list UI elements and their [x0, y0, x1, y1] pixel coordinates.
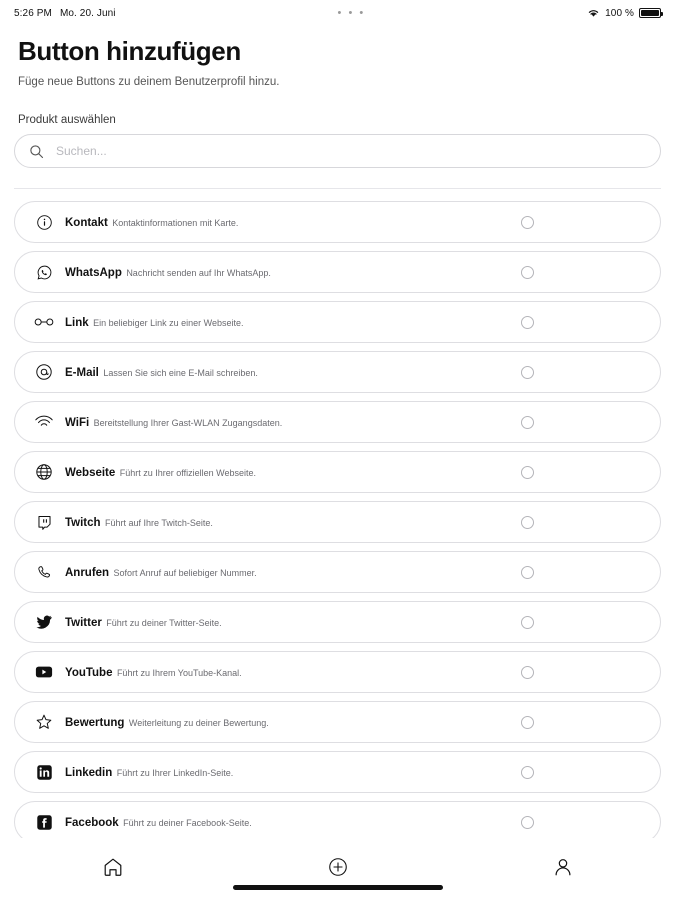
twitch-icon — [31, 514, 57, 531]
list-item[interactable] — [14, 501, 661, 543]
bottom-tab-bar — [0, 838, 675, 900]
list-item-name: Twitch — [65, 517, 101, 529]
list-item-name: Webseite — [65, 467, 116, 479]
list-item[interactable] — [14, 351, 661, 393]
list-item[interactable] — [14, 301, 661, 343]
list-item[interactable] — [14, 701, 661, 743]
youtube-icon — [31, 665, 57, 679]
list-item-desc: Führt zu deiner Facebook-Seite. — [123, 818, 252, 828]
battery-icon — [639, 8, 661, 18]
list-item[interactable] — [14, 751, 661, 793]
list-item-name: Facebook — [65, 817, 119, 829]
star-icon — [31, 713, 57, 731]
person-icon — [552, 856, 574, 878]
select-radio[interactable] — [521, 266, 534, 279]
list-item-desc: Kontaktinformationen mit Karte. — [112, 218, 239, 228]
page-subtitle: Füge neue Buttons zu deinem Benutzerprofil hinzu. — [18, 76, 280, 88]
list-item-desc: Führt zu deiner Twitter-Seite. — [106, 618, 222, 628]
whatsapp-icon — [31, 264, 57, 281]
page-header — [0, 26, 675, 88]
list-item-name: Twitter — [65, 617, 102, 629]
select-radio[interactable] — [521, 766, 534, 779]
home-indicator — [233, 885, 443, 890]
select-radio[interactable] — [521, 666, 534, 679]
list-item-name: Link — [65, 317, 89, 329]
list-item-desc: Nachricht senden auf Ihr WhatsApp. — [126, 268, 271, 278]
search-section — [0, 134, 675, 168]
section-divider — [14, 188, 661, 189]
phone-icon — [31, 564, 57, 581]
contact-info-icon — [31, 214, 57, 231]
status-bar — [0, 0, 675, 26]
select-radio[interactable] — [521, 216, 534, 229]
list-item-desc: Lassen Sie sich eine E-Mail schreiben. — [103, 368, 258, 378]
list-item-name: Linkedin — [65, 767, 113, 779]
list-item[interactable] — [14, 251, 661, 293]
battery-percent-label: 100 % — [605, 7, 634, 19]
list-item-name: WhatsApp — [65, 267, 122, 279]
list-item-name: YouTube — [65, 667, 113, 679]
plus-circle-icon — [327, 856, 349, 878]
tab-home[interactable] — [83, 856, 143, 878]
product-select-label: Produkt auswählen — [18, 114, 116, 126]
tab-profile[interactable] — [533, 856, 593, 878]
twitter-icon — [31, 614, 57, 630]
select-radio[interactable] — [521, 366, 534, 379]
list-item-name: Anrufen — [65, 567, 110, 579]
select-radio[interactable] — [521, 616, 534, 629]
list-item-name: WiFi — [65, 417, 90, 429]
product-list — [0, 201, 675, 838]
list-item-name: E-Mail — [65, 367, 99, 379]
search-box[interactable] — [14, 134, 661, 168]
select-radio[interactable] — [521, 566, 534, 579]
list-item[interactable] — [14, 401, 661, 443]
list-item-name: Bewertung — [65, 717, 125, 729]
list-item-desc: Bereitstellung Ihrer Gast-WLAN Zugangsdaten. — [93, 418, 283, 428]
email-icon — [31, 363, 57, 381]
select-radio[interactable] — [521, 816, 534, 829]
list-item[interactable] — [14, 551, 661, 593]
status-center-dots: • • • — [337, 7, 366, 19]
select-radio[interactable] — [521, 466, 534, 479]
status-date: Mo. 20. Juni — [59, 7, 116, 19]
tab-add[interactable] — [308, 856, 368, 878]
select-radio[interactable] — [521, 316, 534, 329]
page-title: Button hinzufügen — [18, 36, 241, 66]
link-icon — [31, 315, 57, 329]
list-item-name: Kontakt — [65, 217, 108, 229]
select-radio[interactable] — [521, 516, 534, 529]
list-item-desc: Sofort Anruf auf beliebiger Nummer. — [113, 568, 257, 578]
wifi-icon — [31, 415, 57, 429]
home-icon — [102, 856, 124, 878]
list-item-desc: Führt zu Ihrem YouTube-Kanal. — [116, 668, 242, 678]
list-item[interactable] — [14, 801, 661, 838]
linkedin-icon — [31, 764, 57, 781]
list-item-desc: Führt zu Ihrer offiziellen Webseite. — [119, 468, 256, 478]
list-item-desc: Ein beliebiger Link zu einer Webseite. — [93, 318, 244, 328]
search-icon — [29, 144, 44, 159]
facebook-icon — [31, 814, 57, 831]
list-item[interactable] — [14, 651, 661, 693]
list-item-desc: Weiterleitung zu deiner Bewertung. — [128, 718, 269, 728]
list-item-desc: Führt auf Ihre Twitch-Seite. — [105, 518, 213, 528]
globe-icon — [31, 463, 57, 481]
search-input[interactable] — [56, 144, 646, 158]
select-radio[interactable] — [521, 716, 534, 729]
status-right — [587, 8, 661, 19]
list-item[interactable] — [14, 601, 661, 643]
wifi-icon — [587, 8, 600, 18]
list-item[interactable] — [14, 451, 661, 493]
list-item[interactable] — [14, 201, 661, 243]
select-radio[interactable] — [521, 416, 534, 429]
list-item-desc: Führt zu Ihrer LinkedIn-Seite. — [116, 768, 234, 778]
status-time: 5:26 PM — [14, 7, 52, 19]
status-left — [14, 8, 116, 19]
